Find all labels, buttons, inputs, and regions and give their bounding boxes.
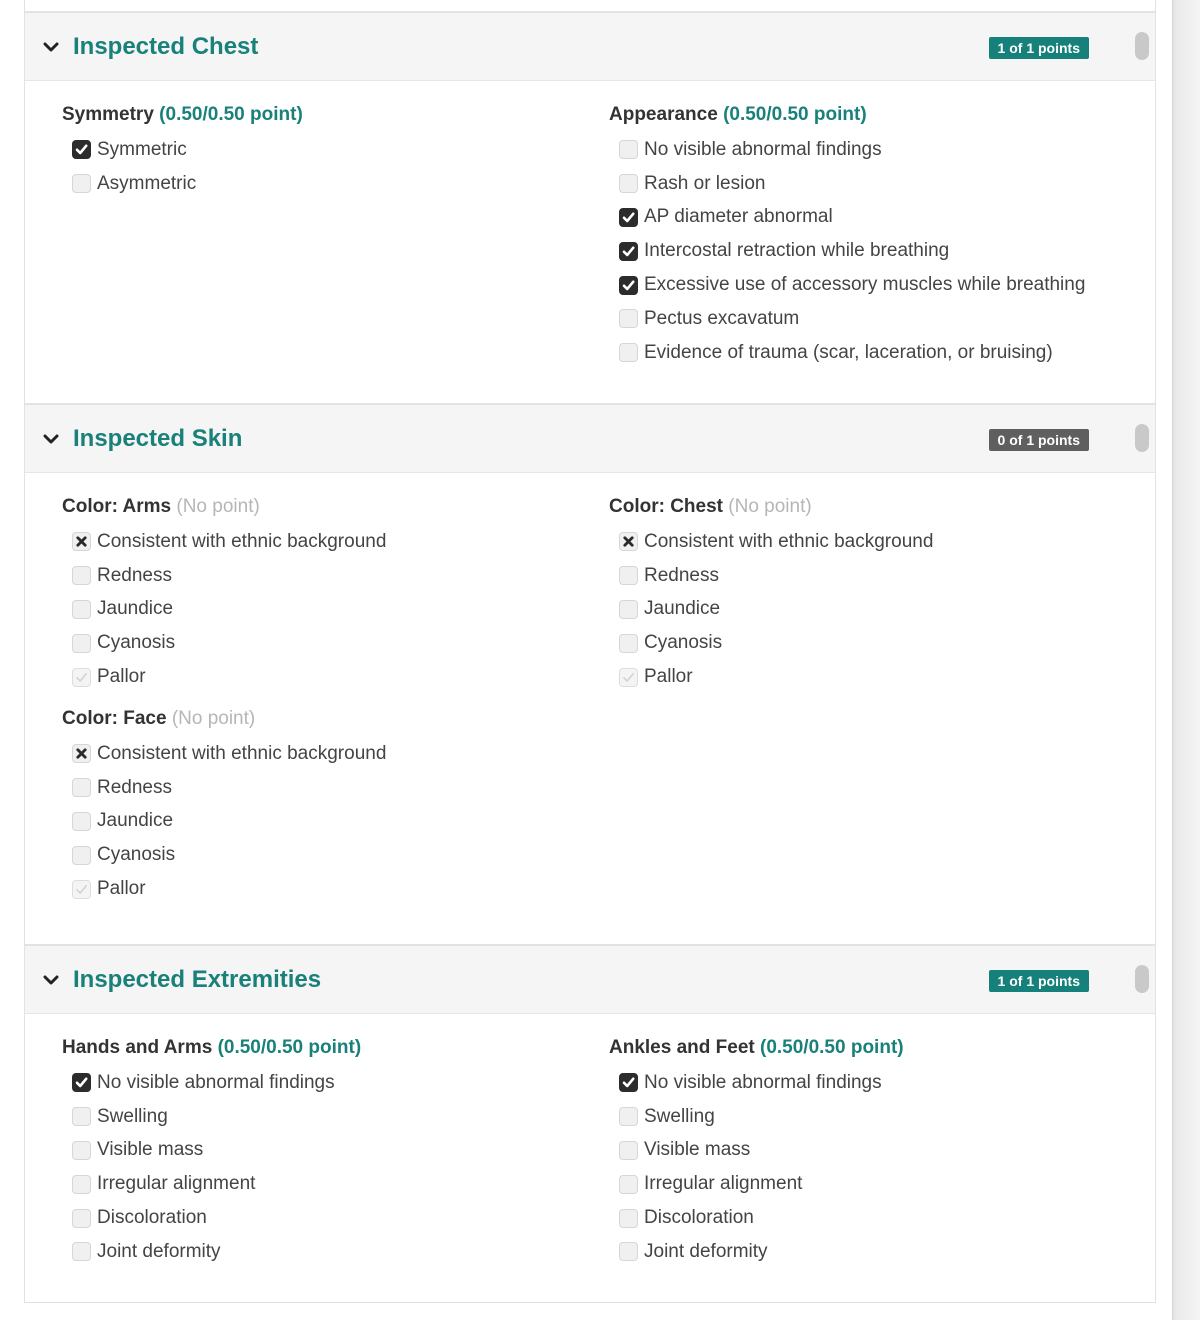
group-points: (No point) — [176, 496, 260, 517]
option-joint-deformity[interactable] — [62, 1235, 582, 1269]
checkbox-empty-icon[interactable] — [619, 1175, 638, 1194]
option-pallor[interactable] — [609, 660, 1129, 694]
group-name: Symmetry — [62, 104, 154, 125]
checkbox-empty-icon[interactable] — [72, 566, 91, 585]
option-list — [62, 737, 582, 906]
option-label: Evidence of trauma (scar, laceration, or bruising) — [644, 341, 1053, 363]
option-label: Irregular alignment — [97, 1173, 256, 1195]
group-title — [609, 495, 1129, 519]
option-label: Asymmetric — [97, 172, 197, 194]
option-cyanosis[interactable] — [62, 626, 582, 660]
option-label: Visible mass — [644, 1139, 751, 1161]
checkbox-empty-icon[interactable] — [72, 1175, 91, 1194]
drag-handle-icon[interactable] — [1135, 424, 1149, 452]
option-label: Pallor — [644, 666, 693, 688]
option-group-color-chest — [609, 495, 1129, 694]
option-discoloration[interactable] — [62, 1201, 582, 1235]
checkbox-empty-icon[interactable] — [619, 1209, 638, 1228]
option-label: Redness — [97, 776, 172, 798]
option-group-hands-and-arms — [62, 1036, 582, 1269]
option-label: Consistent with ethnic background — [97, 742, 387, 764]
group-name: Color: Chest — [609, 496, 723, 517]
right-column — [609, 1036, 1129, 1269]
score-badge: 1 of 1 points — [989, 970, 1089, 992]
option-label: Joint deformity — [97, 1240, 221, 1262]
group-points: (0.50/0.50 point) — [760, 1037, 904, 1058]
checkbox-faded-check-icon[interactable] — [72, 668, 91, 687]
option-label: Cyanosis — [97, 844, 176, 866]
panel-title: Inspected Chest — [73, 33, 259, 60]
option-label: Cyanosis — [644, 632, 723, 654]
option-label: Visible mass — [97, 1139, 204, 1161]
panel-title: Inspected Skin — [73, 425, 243, 452]
option-list — [62, 1066, 582, 1269]
group-name: Hands and Arms — [62, 1037, 213, 1058]
option-cyanosis[interactable] — [62, 838, 582, 872]
option-label: Consistent with ethnic background — [644, 530, 934, 552]
option-jaundice[interactable] — [62, 805, 582, 839]
checkbox-empty-icon[interactable] — [72, 600, 91, 619]
option-label: No visible abnormal findings — [97, 1071, 335, 1093]
checkbox-empty-icon[interactable] — [619, 600, 638, 619]
option-label: Jaundice — [97, 598, 174, 620]
option-label: Discoloration — [97, 1207, 207, 1229]
option-no-visible-abnormal-findings[interactable] — [609, 133, 1129, 167]
option-excessive-use-of-accessory-muscles-while-breathing[interactable] — [609, 268, 1129, 302]
previous-panel-edge — [24, 0, 1156, 12]
option-redness[interactable] — [609, 559, 1129, 593]
option-irregular-alignment[interactable] — [62, 1167, 582, 1201]
option-visible-mass[interactable] — [62, 1134, 582, 1168]
option-ap-diameter-abnormal[interactable] — [609, 201, 1129, 235]
option-intercostal-retraction-while-breathing[interactable] — [609, 234, 1129, 268]
group-title — [609, 103, 1129, 127]
option-label: Pectus excavatum — [644, 307, 800, 329]
option-evidence-of-trauma-scar-laceration-or-bruising[interactable] — [609, 336, 1129, 370]
option-jaundice[interactable] — [62, 593, 582, 627]
checkbox-faded-check-icon[interactable] — [72, 880, 91, 899]
panel-inspected-extremities — [24, 945, 1156, 1303]
checkbox-empty-icon[interactable] — [619, 140, 638, 159]
option-pectus-excavatum[interactable] — [609, 302, 1129, 336]
group-title — [62, 103, 582, 127]
option-label: No visible abnormal findings — [644, 138, 882, 160]
group-name: Ankles and Feet — [609, 1037, 755, 1058]
checkbox-crossed-icon[interactable] — [619, 532, 638, 551]
option-consistent-with-ethnic-background[interactable] — [62, 737, 582, 771]
option-consistent-with-ethnic-background[interactable] — [609, 525, 1129, 559]
option-jaundice[interactable] — [609, 593, 1129, 627]
checkbox-empty-icon[interactable] — [72, 778, 91, 797]
option-group-color-arms — [62, 495, 582, 694]
checkbox-empty-icon[interactable] — [619, 1107, 638, 1126]
checkbox-empty-icon[interactable] — [619, 309, 638, 328]
option-label: Irregular alignment — [644, 1173, 803, 1195]
option-list — [62, 525, 582, 694]
option-cyanosis[interactable] — [609, 626, 1129, 660]
chevron-down-icon[interactable] — [43, 972, 59, 988]
group-points: (0.50/0.50 point) — [217, 1037, 362, 1058]
checkbox-empty-icon[interactable] — [72, 174, 91, 193]
option-swelling[interactable] — [62, 1100, 582, 1134]
option-label: Rash or lesion — [644, 172, 766, 194]
checkbox-empty-icon[interactable] — [619, 566, 638, 585]
chevron-down-icon[interactable] — [43, 39, 59, 55]
panel-header[interactable] — [25, 405, 1155, 473]
option-list — [609, 133, 1129, 370]
option-label: Excessive use of accessory muscles while breathing — [644, 274, 1086, 296]
drag-handle-icon[interactable] — [1135, 32, 1149, 60]
panel-inspected-chest — [24, 12, 1156, 404]
panel-title: Inspected Extremities — [73, 966, 322, 993]
checkbox-empty-icon[interactable] — [619, 1242, 638, 1261]
checkbox-checked-icon[interactable] — [72, 140, 91, 159]
option-consistent-with-ethnic-background[interactable] — [62, 525, 582, 559]
option-label: Symmetric — [97, 138, 187, 160]
option-label: Swelling — [644, 1105, 715, 1127]
right-column — [609, 495, 1129, 694]
option-label: Jaundice — [97, 810, 174, 832]
checkbox-checked-icon[interactable] — [619, 242, 638, 261]
panel-header[interactable] — [25, 13, 1155, 81]
page-scrollbar-gutter[interactable] — [1172, 0, 1200, 1320]
option-label: Intercostal retraction while breathing — [644, 240, 950, 262]
option-redness[interactable] — [62, 559, 582, 593]
option-label: No visible abnormal findings — [644, 1071, 882, 1093]
checkbox-crossed-icon[interactable] — [72, 744, 91, 763]
option-label: Joint deformity — [644, 1240, 768, 1262]
option-no-visible-abnormal-findings[interactable] — [609, 1066, 1129, 1100]
left-column — [62, 1036, 582, 1269]
group-points: (No point) — [728, 496, 812, 517]
checkbox-empty-icon[interactable] — [619, 634, 638, 653]
option-group-symmetry — [62, 103, 582, 201]
checkbox-checked-icon[interactable] — [619, 1073, 638, 1092]
option-joint-deformity[interactable] — [609, 1235, 1129, 1269]
checkbox-empty-icon[interactable] — [619, 1141, 638, 1160]
group-name: Color: Face — [62, 707, 167, 729]
option-symmetric[interactable] — [62, 133, 582, 167]
option-label: Discoloration — [644, 1207, 754, 1229]
option-label: Pallor — [97, 666, 146, 688]
option-pallor[interactable] — [62, 872, 582, 906]
left-column — [62, 103, 582, 201]
group-points: (0.50/0.50 point) — [159, 104, 303, 125]
checkbox-empty-icon[interactable] — [72, 1141, 91, 1160]
group-title — [62, 495, 582, 519]
checkbox-empty-icon[interactable] — [72, 1242, 91, 1261]
option-list — [609, 525, 1129, 694]
checkbox-empty-icon[interactable] — [72, 1209, 91, 1228]
option-label: Cyanosis — [97, 632, 176, 654]
option-label: Pallor — [97, 878, 146, 900]
option-label: Redness — [644, 564, 719, 586]
option-visible-mass[interactable] — [609, 1134, 1129, 1168]
score-badge: 1 of 1 points — [989, 37, 1089, 59]
checkbox-empty-icon[interactable] — [72, 812, 91, 831]
group-name: Color: Arms — [62, 496, 172, 517]
option-list — [609, 1066, 1129, 1269]
checkbox-faded-check-icon[interactable] — [619, 668, 638, 687]
option-pallor[interactable] — [62, 660, 582, 694]
group-points: (No point) — [171, 707, 256, 729]
option-irregular-alignment[interactable] — [609, 1167, 1129, 1201]
option-list — [62, 133, 582, 201]
checkbox-empty-icon[interactable] — [619, 343, 638, 362]
panel-header[interactable] — [25, 946, 1155, 1014]
score-badge: 0 of 1 points — [989, 429, 1089, 451]
panel-inspected-skin — [24, 404, 1156, 945]
checkbox-empty-icon[interactable] — [619, 174, 638, 193]
checkbox-checked-icon[interactable] — [619, 276, 638, 295]
checkbox-checked-icon[interactable] — [72, 1073, 91, 1092]
option-group-ankles-and-feet — [609, 1036, 1129, 1269]
option-group-appearance — [609, 103, 1129, 370]
option-no-visible-abnormal-findings[interactable] — [62, 1066, 582, 1100]
option-label: Redness — [97, 564, 172, 586]
group-title — [609, 1036, 1129, 1060]
chevron-down-icon[interactable] — [43, 431, 59, 447]
group-name: Appearance — [609, 104, 718, 125]
option-swelling[interactable] — [609, 1100, 1129, 1134]
checkbox-checked-icon[interactable] — [619, 208, 638, 227]
left-column — [62, 495, 582, 906]
option-label: Jaundice — [644, 598, 721, 620]
option-group-color-face — [62, 707, 582, 906]
group-title — [62, 1036, 582, 1060]
option-label: Swelling — [97, 1105, 168, 1127]
checkbox-empty-icon[interactable] — [72, 846, 91, 865]
option-discoloration[interactable] — [609, 1201, 1129, 1235]
right-column — [609, 103, 1129, 370]
option-asymmetric[interactable] — [62, 167, 582, 201]
option-label: Consistent with ethnic background — [97, 530, 387, 552]
option-redness[interactable] — [62, 771, 582, 805]
drag-handle-icon[interactable] — [1135, 965, 1149, 993]
group-points: (0.50/0.50 point) — [723, 104, 867, 125]
checkbox-crossed-icon[interactable] — [72, 532, 91, 551]
option-rash-or-lesion[interactable] — [609, 167, 1129, 201]
checkbox-empty-icon[interactable] — [72, 634, 91, 653]
group-title — [62, 707, 582, 731]
option-label: AP diameter abnormal — [644, 206, 833, 228]
checkbox-empty-icon[interactable] — [72, 1107, 91, 1126]
